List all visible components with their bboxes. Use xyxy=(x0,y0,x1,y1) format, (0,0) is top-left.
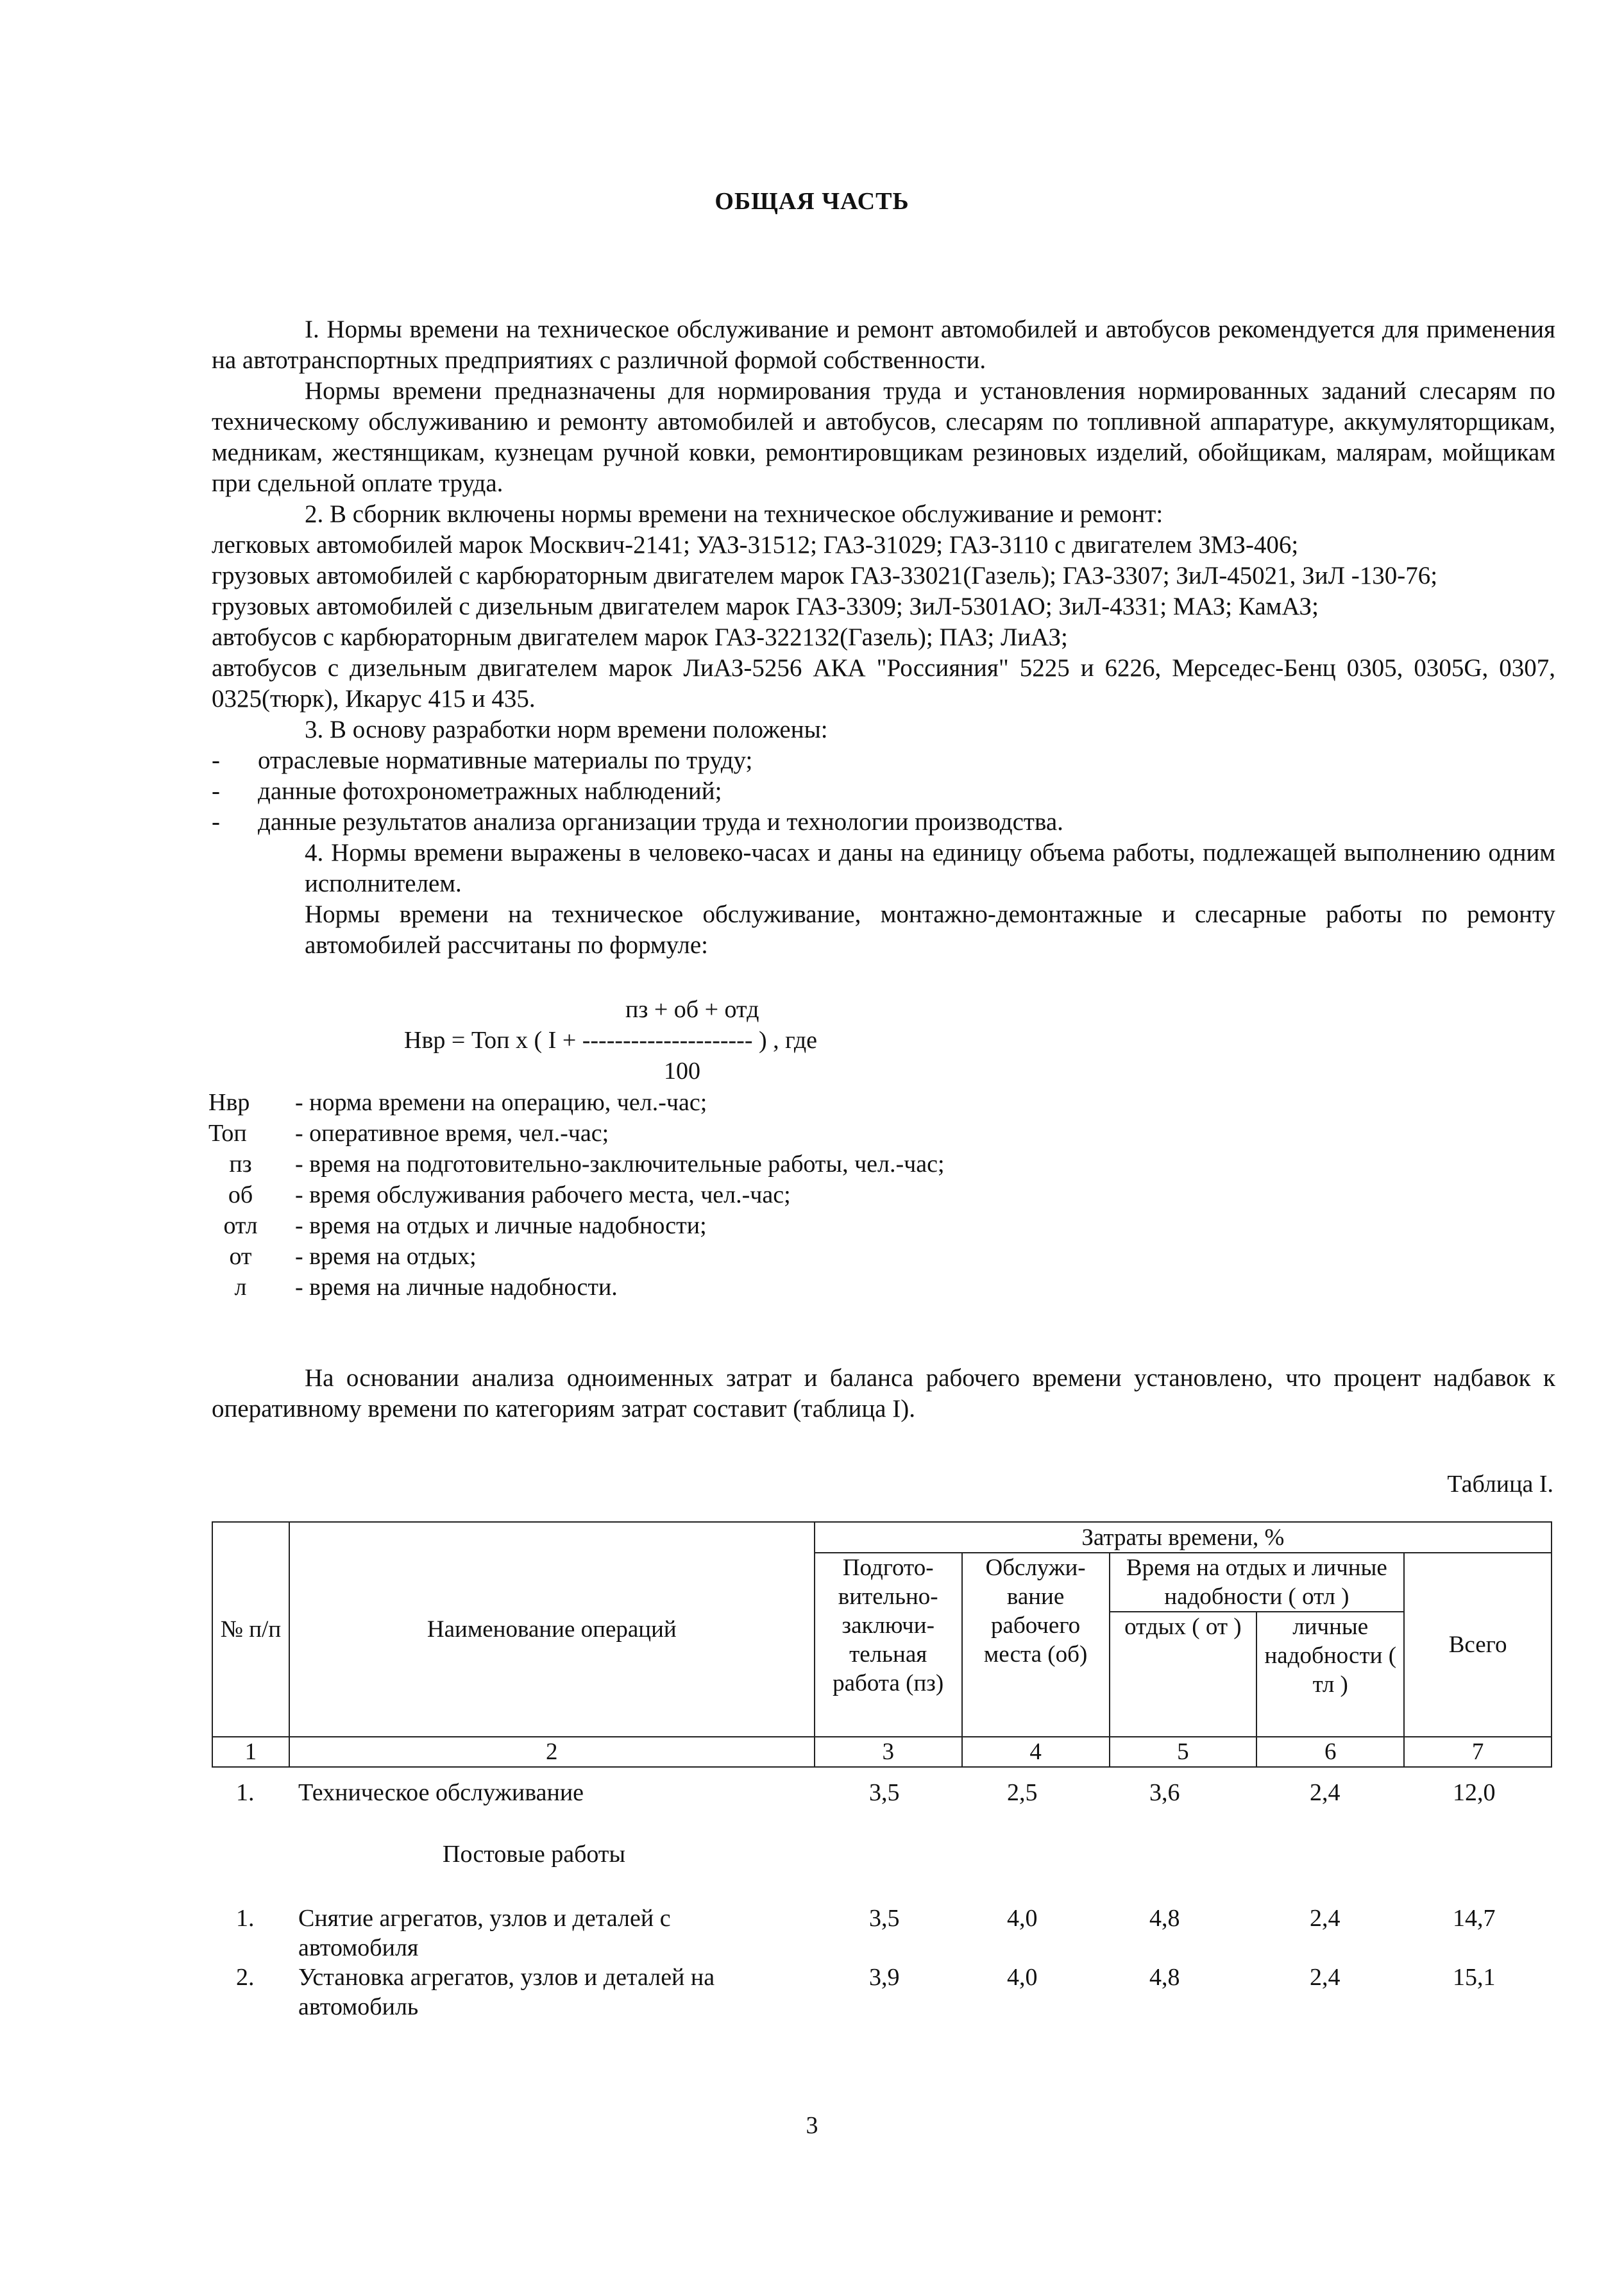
vehicle-list-item: автобусов с дизельным двигателем марок ЛиАЗ-5256 АКА "Россияния" 5225 и 6226, Мерседес-Бенц 0305, 0305G, 0307, 0325(тюрк), Икарус 415 и 435. xyxy=(212,654,1555,713)
header-pz: Подгото-вительно-заключи-тельная работа (пз) xyxy=(815,1553,962,1737)
vehicle-list-item: легковых автомобилей марок Москвич-2141; УАЗ-31512; ГАЗ-31029; ГАЗ-3110 с двигателем ЗМЗ-406; xyxy=(212,531,1299,559)
header-group: Затраты времени, % xyxy=(815,1522,1552,1553)
header-ot: отдых ( от ) xyxy=(1110,1612,1257,1737)
vehicle-list-item: грузовых автомобилей с дизельным двигателем марок ГАЗ-3309; ЗиЛ-5301АО; ЗиЛ-4331; МАЗ; КамАЗ; xyxy=(212,593,1319,620)
paragraph-5: 4. Нормы времени выражены в человеко-часах и даны на единицу объема работы, подлежащей выполнению одним исполнителем. xyxy=(305,839,1555,897)
page-number: 3 xyxy=(806,2112,818,2139)
header-ob: Обслужи-вание рабочего места (об) xyxy=(962,1553,1110,1737)
column-number-row: 1 2 3 4 5 6 7 xyxy=(212,1737,1552,1767)
paragraph-2: Нормы времени предназначены для нормирования труда и установления нормированных заданий слесарям по техническому обслуживанию и ремонту автомобилей и автобусов, слесарям по топливной аппаратуре, аккумуляторщикам, медникам, жестянщикам, кузнецам ручной ковки, ремонтировщикам резиновых изделий, обойщикам, малярам, мойщикам при сдельной оплате труда. xyxy=(212,377,1555,497)
table-row: 1. Снятие агрегатов, узлов и деталей с автомобиля 3,5 4,0 4,8 2,4 14,7 xyxy=(236,1905,1496,1961)
paragraph-4: 3. В основу разработки норм времени положены: xyxy=(305,716,828,743)
header-total: Всего xyxy=(1404,1553,1552,1737)
paragraph-1: I. Нормы времени на техническое обслуживание и ремонт автомобилей и автобусов рекомендуется для применения на автотранспортных предприятиях с различной формой собственности. xyxy=(212,316,1555,374)
definition-row: отл - время на отдых и личные надобности; xyxy=(223,1212,707,1239)
paragraph-3: 2. В сборник включены нормы времени на техническое обслуживание и ремонт: xyxy=(305,500,1163,528)
vehicle-list-item: грузовых автомобилей с карбюраторным двигателем марок ГАЗ-33021(Газель); ГАЗ-3307; ЗиЛ-45021, ЗиЛ -130-76; xyxy=(212,562,1438,589)
header-otl: Время на отдых и личные надобности ( отл ) xyxy=(1110,1553,1405,1612)
header-num: № п/п xyxy=(212,1522,289,1737)
page-title: ОБЩАЯ ЧАСТЬ xyxy=(715,188,909,215)
paragraph-6: Нормы времени на техническое обслуживание, монтажно-демонтажные и слесарные работы по ремонту автомобилей рассчитаны по формуле: xyxy=(305,900,1555,959)
definition-row: л - время на личные надобности. xyxy=(234,1274,618,1301)
table-row: 2. Установка агрегатов, узлов и деталей на автомобиль 3,9 4,0 4,8 2,4 15,1 xyxy=(236,1964,1496,2020)
paragraph-analysis: На основании анализа одноименных затрат и баланса рабочего времени установлено, что процент надбавок к оперативному времени по категориям затрат составит (таблица I). xyxy=(212,1364,1555,1423)
definition-row: Нвр - норма времени на операцию, чел.-час; xyxy=(208,1089,707,1116)
definition-row: об - время обслуживания рабочего места, чел.-час; xyxy=(228,1181,791,1208)
table-caption: Таблица I. xyxy=(1447,1471,1553,1498)
dash-list-item: - данные результатов анализа организации труда и технологии производства. xyxy=(212,808,1063,836)
definition-row: Топ - оперативное время, чел.-час; xyxy=(208,1120,609,1147)
dash-list-item: - данные фотохронометражных наблюдений; xyxy=(212,777,722,805)
body-text xyxy=(212,314,1555,961)
time-allowance-table xyxy=(212,1521,1552,1768)
header-name: Наименование операций xyxy=(289,1522,815,1737)
section-heading: Постовые работы xyxy=(443,1841,626,1868)
section-heading-row xyxy=(212,1807,1552,1872)
dash-list-item: - отраслевые нормативные материалы по труду; xyxy=(212,747,753,774)
table-row: 1. Техническое обслуживание 3,5 2,5 3,6 2,4 12,0 xyxy=(236,1779,1496,1806)
formula-main: Нвр = Топ х ( I + --------------------- ) , где xyxy=(404,1027,818,1054)
header-tl: личные надобности ( тл ) xyxy=(1256,1612,1404,1737)
definitions-list xyxy=(208,1087,945,1303)
vehicle-list-item: автобусов с карбюраторным двигателем марок ГАЗ-322132(Газель); ПАЗ; ЛиАЗ; xyxy=(212,623,1068,651)
formula-numerator: пз + об + отд xyxy=(625,996,759,1023)
definition-row: пз - время на подготовительно-заключительные работы, чел.-час; xyxy=(229,1151,945,1178)
formula-denominator: 100 xyxy=(664,1058,700,1085)
definition-row: от - время на отдых; xyxy=(229,1243,477,1270)
table-body xyxy=(212,1778,1552,2022)
